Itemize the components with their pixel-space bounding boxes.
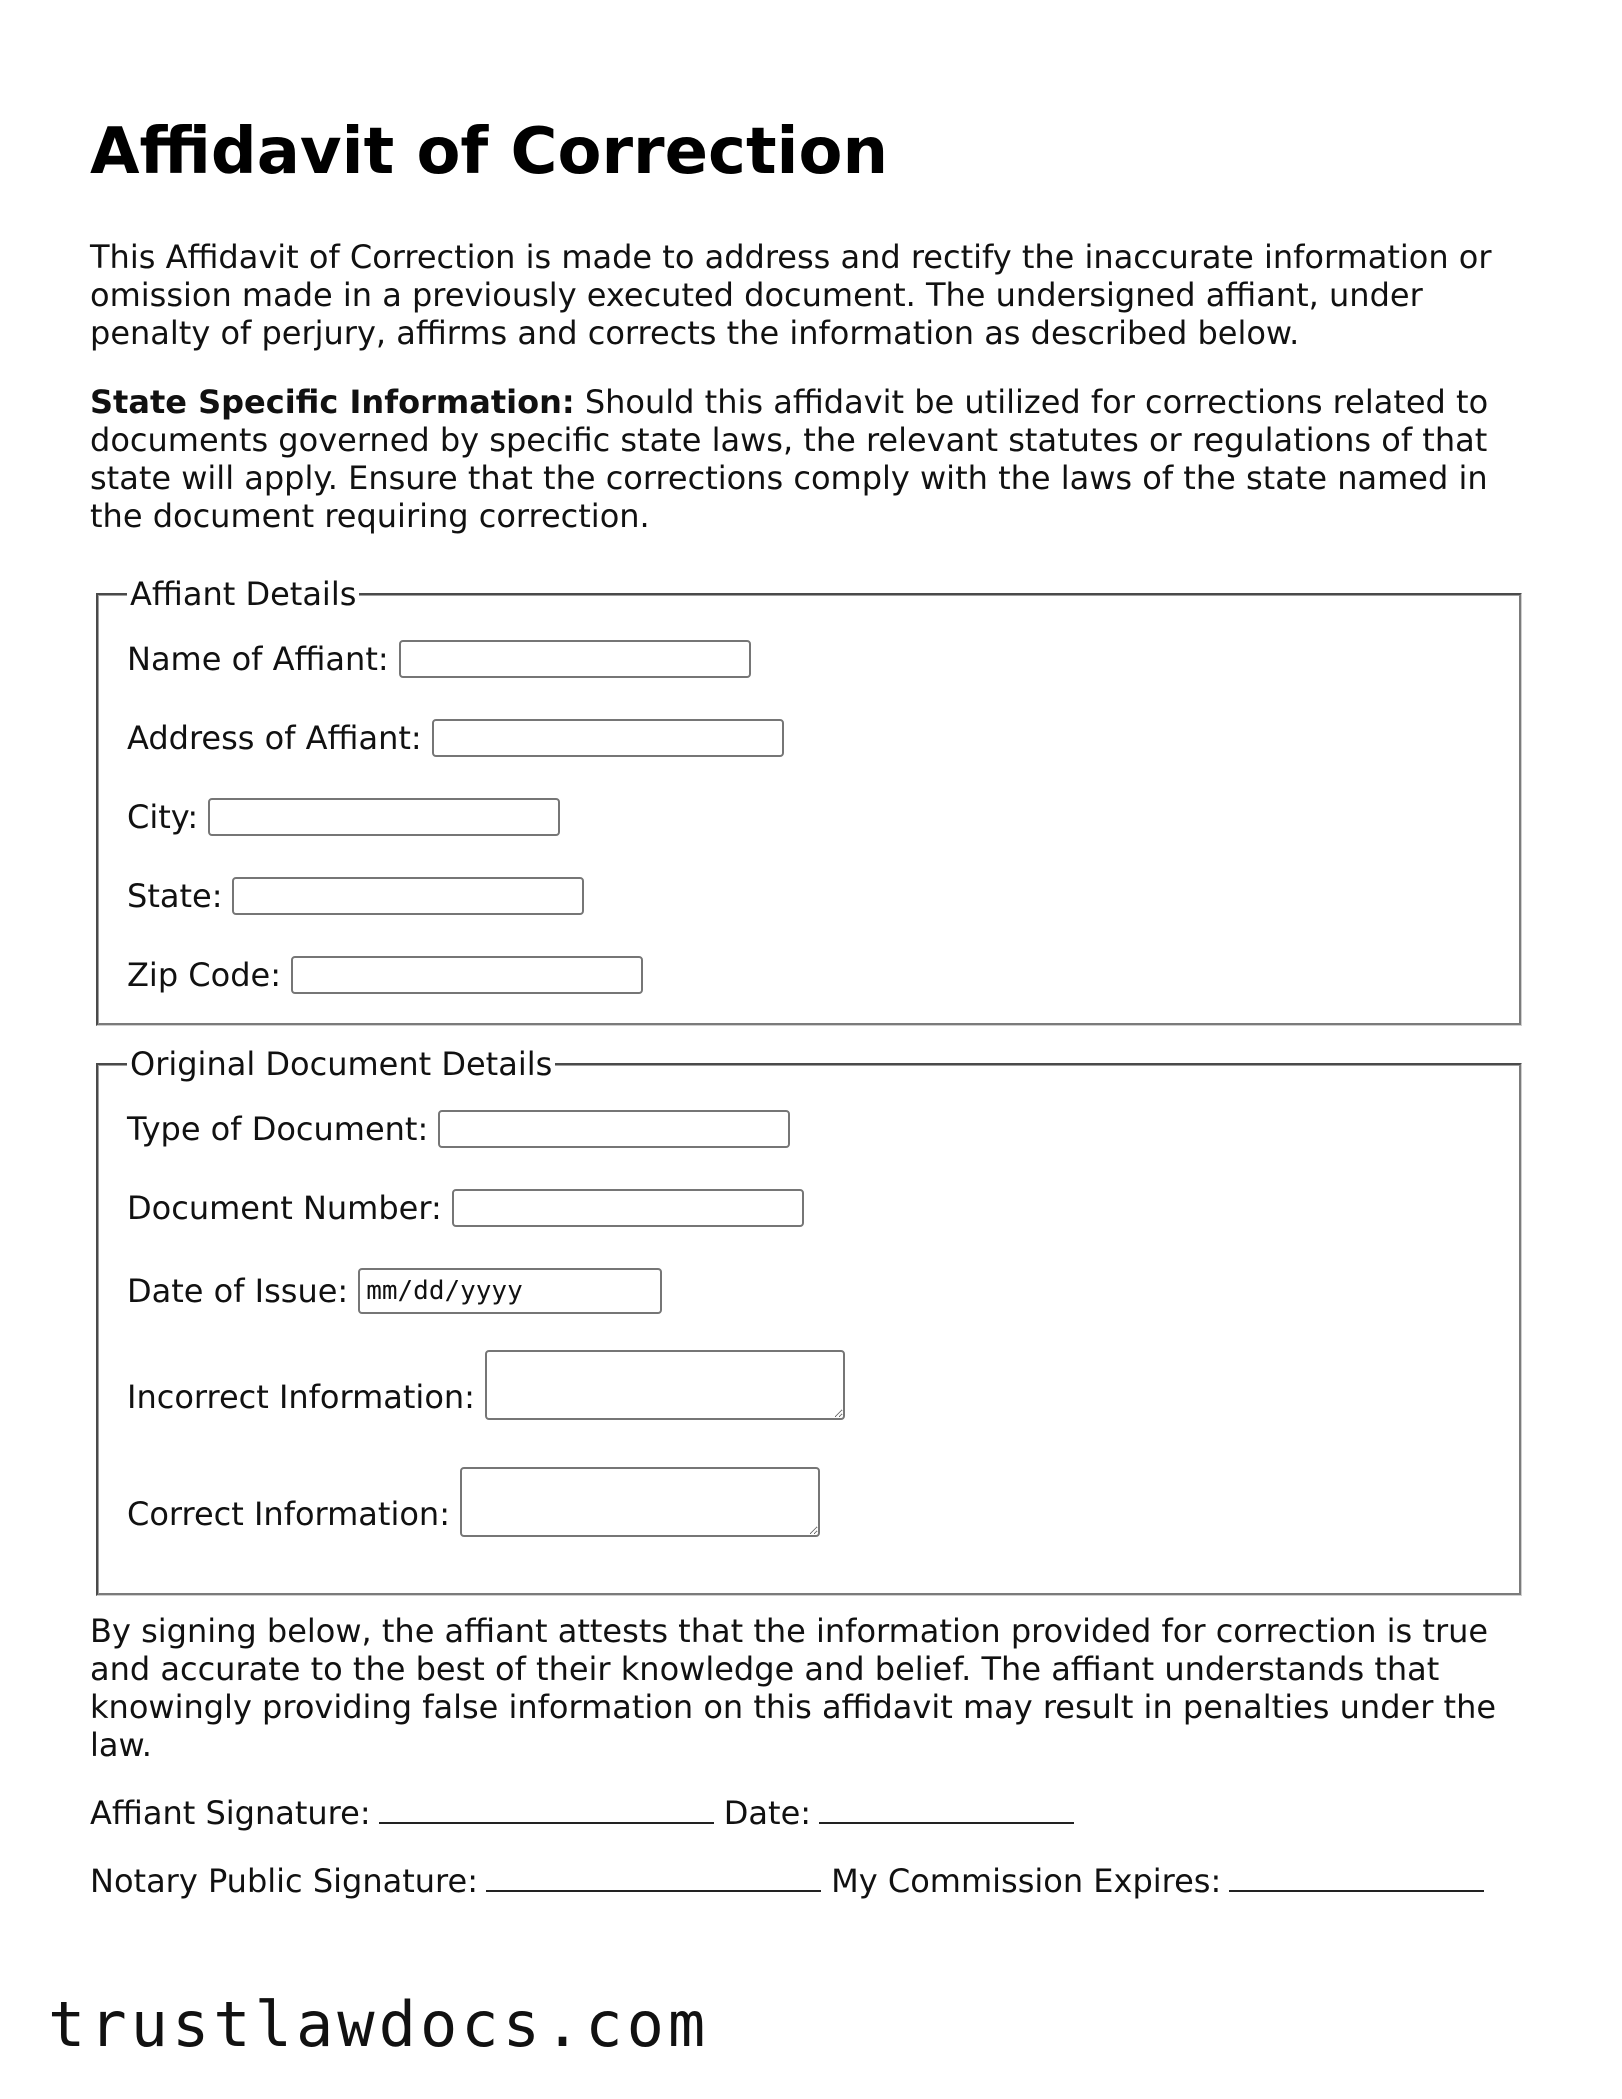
affiant-signature-label: Affiant Signature: [90, 1794, 371, 1832]
city-input[interactable] [208, 798, 560, 836]
correct-info-label: Correct Information: [127, 1495, 450, 1533]
zip-row [127, 956, 643, 994]
date-label: Date: [723, 1794, 812, 1832]
city-label: City: [127, 798, 199, 836]
state-info-text: Should this affidavit be utilized for corrections related to documents governed by specific state laws, the relevant statutes or regulations of that state will apply. Ensure that the corrections comply with the laws of the state named in the document requiring correction. [90, 383, 1489, 535]
intro-paragraph: This Affidavit of Correction is made to address and rectify the inaccurate information or omission made in a previously executed document. The undersigned affiant, under penalty of perjury, affirms and corrects the information as described below. [90, 238, 1492, 352]
closing-paragraph: By signing below, the affiant attests that the information provided for correction is true and accurate to the best of their knowledge and belief. The affiant understands that knowingly providing false information on this affidavit may result in penalties under the law. [90, 1612, 1497, 1764]
address-input[interactable] [432, 719, 784, 757]
name-label: Name of Affiant: [127, 640, 389, 678]
address-row [127, 719, 784, 757]
state-input[interactable] [232, 877, 584, 915]
name-input[interactable] [399, 640, 751, 678]
document-type-label: Type of Document: [127, 1110, 429, 1148]
state-info-label: State Specific Information: [90, 383, 575, 421]
incorrect-info-textarea[interactable] [485, 1350, 845, 1420]
document-number-label: Document Number: [127, 1189, 442, 1227]
city-row [127, 798, 560, 836]
document-number-input[interactable] [452, 1189, 804, 1227]
affidavit-page [90, 108, 1530, 1900]
affiant-details-fieldset [96, 576, 1522, 1026]
commission-blank[interactable] [1229, 1864, 1484, 1892]
notary-signature-label: Notary Public Signature: [90, 1862, 478, 1900]
watermark-text: trustlawdocs.com [48, 1988, 710, 2061]
incorrect-info-label: Incorrect Information: [127, 1378, 475, 1416]
document-number-row [127, 1189, 804, 1227]
address-label: Address of Affiant: [127, 719, 422, 757]
affiant-signature-blank[interactable] [379, 1796, 714, 1824]
page-title: Affidavit of Correction [90, 115, 888, 189]
notary-signature-blank[interactable] [486, 1864, 821, 1892]
correct-info-row [127, 1467, 820, 1537]
zip-input[interactable] [291, 956, 643, 994]
date-of-issue-label: Date of Issue: [127, 1272, 349, 1310]
notary-signature-line [90, 1862, 1484, 1900]
state-row [127, 877, 584, 915]
name-row [127, 640, 751, 678]
state-info-paragraph [90, 383, 1530, 535]
state-label: State: [127, 877, 223, 915]
zip-label: Zip Code: [127, 956, 281, 994]
commission-label: My Commission Expires: [831, 1862, 1222, 1900]
affiant-details-legend: Affiant Details [130, 575, 357, 613]
incorrect-info-row [127, 1350, 845, 1420]
document-type-row [127, 1110, 790, 1148]
date-of-issue-row [127, 1268, 662, 1314]
correct-info-textarea[interactable] [460, 1467, 820, 1537]
original-document-fieldset [96, 1046, 1522, 1596]
original-document-legend: Original Document Details [130, 1045, 553, 1083]
document-type-input[interactable] [438, 1110, 790, 1148]
date-of-issue-input[interactable] [358, 1268, 662, 1314]
affiant-signature-line [90, 1794, 1074, 1832]
date-blank[interactable] [819, 1796, 1074, 1824]
